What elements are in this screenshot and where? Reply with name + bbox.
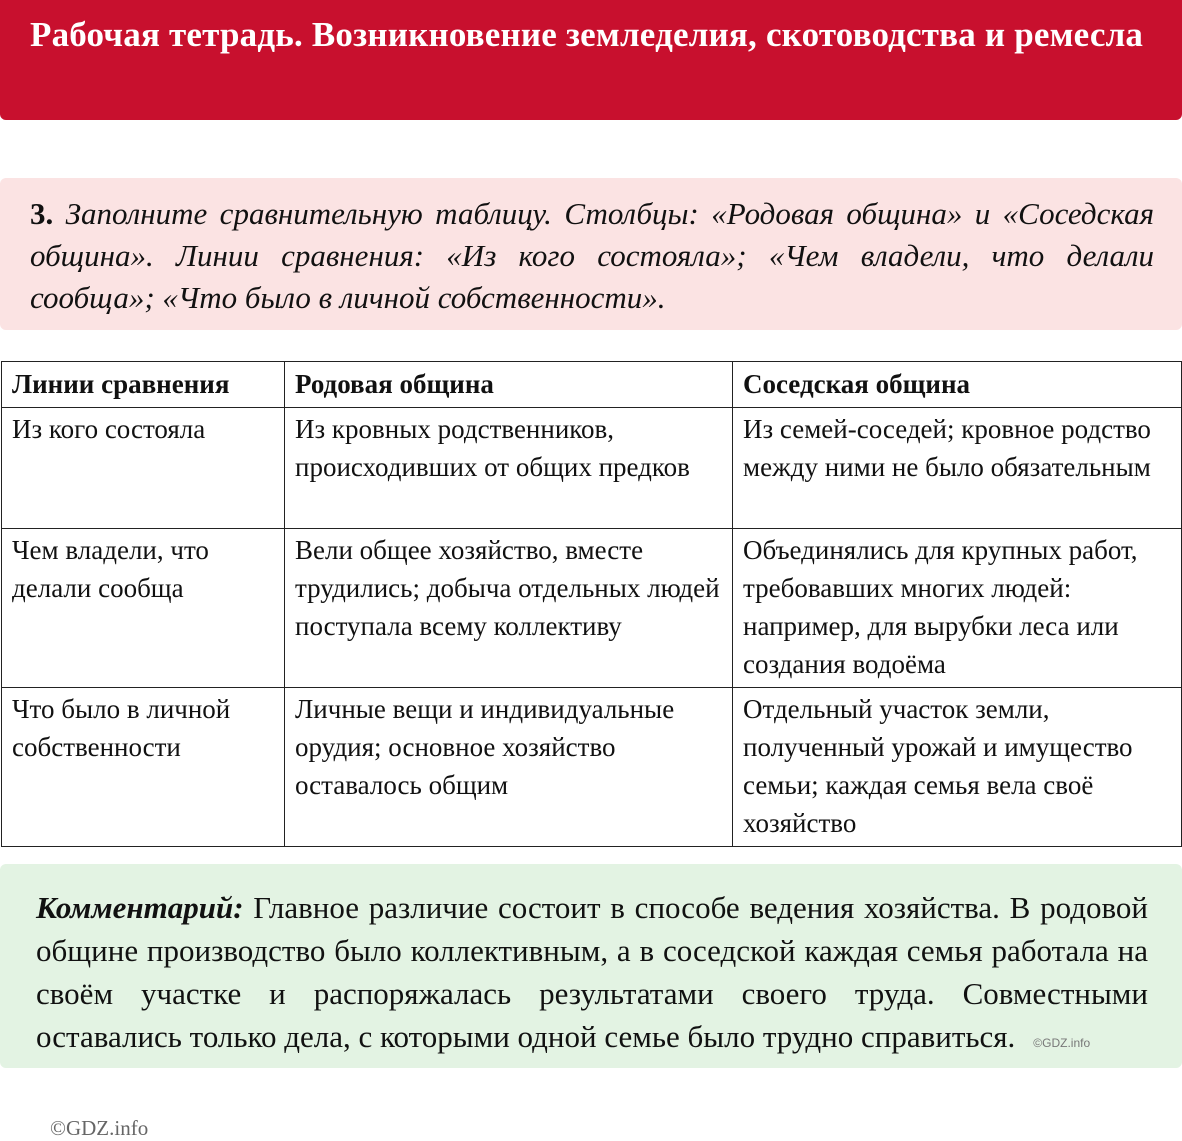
comment-body: Главное различие состоит в способе ведения хозяйства. В родовой общине производство было коллективным, а в соседской каждая семья работала на своём участке и распоряжалась результатами своего труда. Совместными оставались только дела, с которыми одной семье было трудно справиться. — [36, 890, 1148, 1054]
page-title: Рабочая тетрадь. Возникновение земледелия, скотоводства и ремесла — [30, 15, 1144, 54]
table-cell-neighbor: Объединялись для крупных работ, требовавших многих людей: например, для вырубки леса или создания водоёма — [733, 529, 1182, 688]
task-number: 3. — [30, 196, 54, 231]
table-cell-neighbor: Отдельный участок земли, полученный урожай и имущество семьи; каждая семья вела своё хозяйство — [733, 688, 1182, 847]
table-cell-clan: Вели общее хозяйство, вместе трудились; добыча отдельных людей поступала всему коллективу — [285, 529, 733, 688]
comment-box — [0, 864, 1182, 1068]
table-cell-clan: Личные вещи и индивидуальные орудия; основное хозяйство оставалось общим — [285, 688, 733, 847]
table-header-row — [2, 362, 1182, 408]
table-cell-criterion: Чем владели, что делали сообща — [2, 529, 285, 688]
table-cell-clan: Из кровных родственников, происходивших от общих предков — [285, 408, 733, 529]
inline-watermark: ©GDZ.info — [1033, 1036, 1091, 1050]
column-header-clan: Родовая община — [285, 362, 733, 408]
comment-text-block — [36, 886, 1148, 1065]
comment-label: Комментарий: — [36, 890, 244, 925]
task-instructions: Заполните сравнительную таблицу. Столбцы: «Родовая община» и «Соседская община». Линии сравнения: «Из кого состояла»; «Чем владели, что делали сообща»; «Что было в личной собственности». — [30, 196, 1154, 315]
header-banner — [0, 0, 1182, 120]
footer-watermark: ©GDZ.info — [50, 1116, 149, 1140]
table-row — [2, 529, 1182, 688]
column-header-neighbor: Соседская община — [733, 362, 1182, 408]
table-cell-criterion: Что было в личной собственности — [2, 688, 285, 847]
table-cell-neighbor: Из семей-соседей; кровное родство между ними не было обязательным — [733, 408, 1182, 529]
task-box — [0, 178, 1182, 330]
table-cell-criterion: Из кого состояла — [2, 408, 285, 529]
task-text-block — [30, 193, 1154, 319]
table-row — [2, 408, 1182, 529]
column-header-lines: Линии сравнения — [2, 362, 285, 408]
table-row — [2, 688, 1182, 847]
comparison-table — [1, 361, 1182, 847]
